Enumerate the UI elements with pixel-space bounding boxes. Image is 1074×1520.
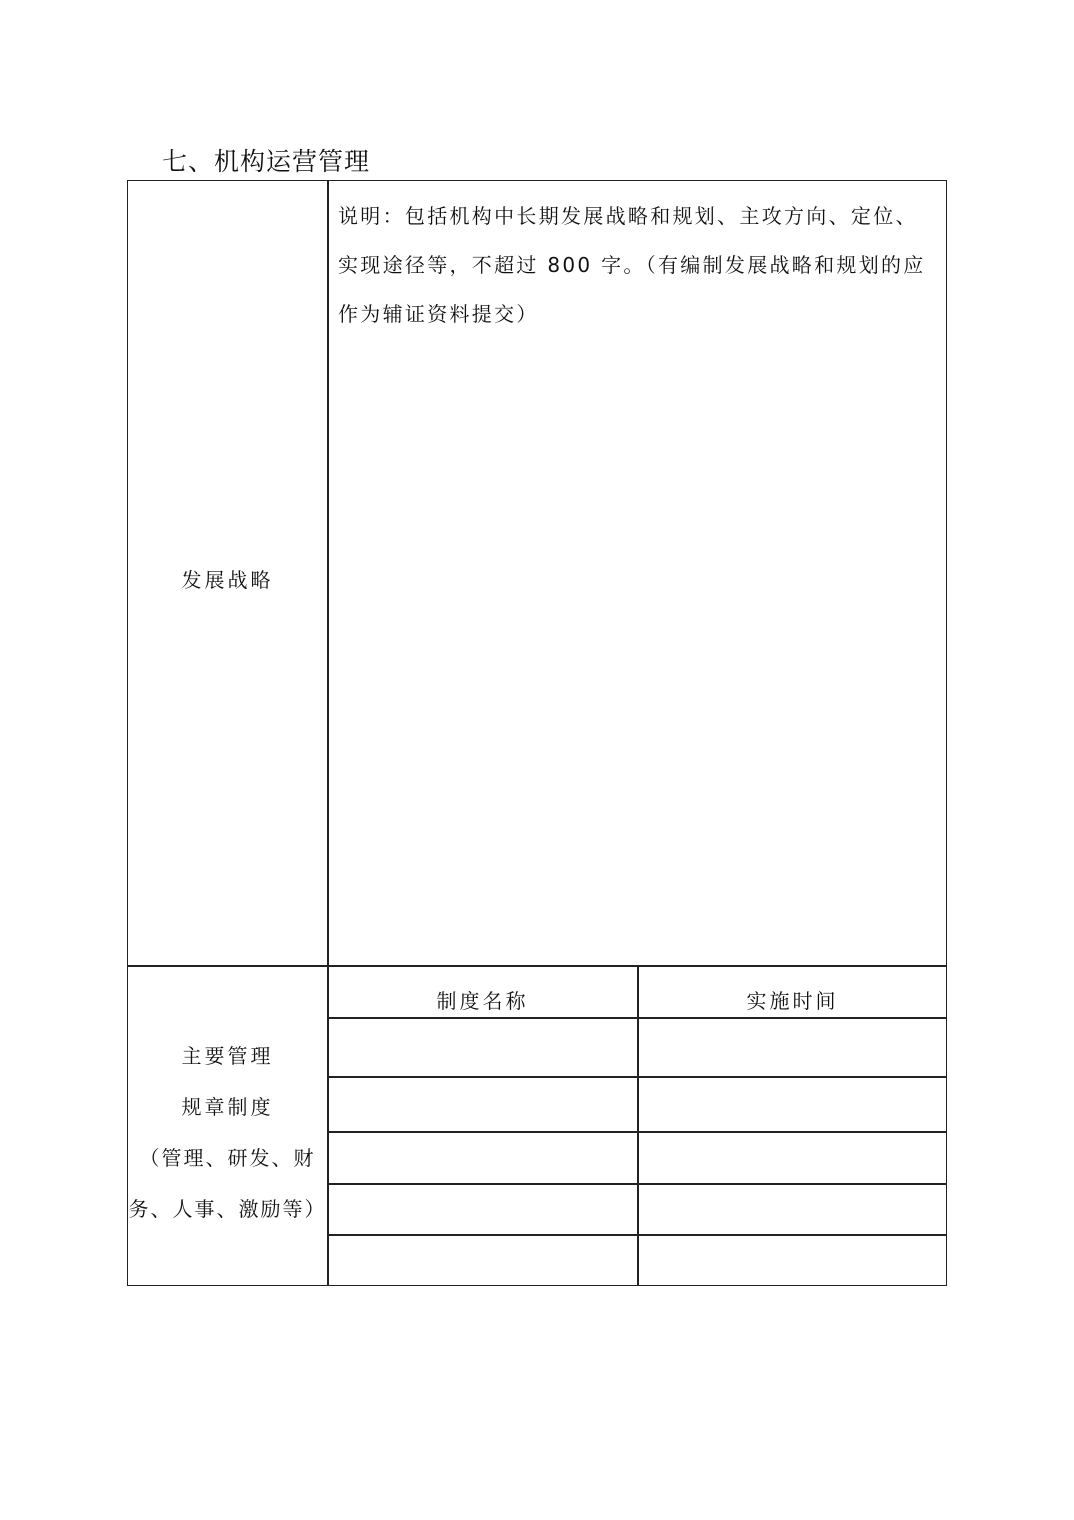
- rules-label-line: （管理、研发、财: [139, 1146, 316, 1170]
- rules-label-line: 务、人事、激励等）: [128, 1197, 327, 1221]
- strategy-description: 说明：包括机构中长期发展战略和规划、主攻方向、定位、实现途径等，不超过 800 字。（有编制发展战略和规划的应作为辅证资料提交）: [338, 204, 926, 326]
- table-cell-implementation-time[interactable]: [639, 1078, 946, 1130]
- rules-label-line: 主要管理: [181, 1044, 274, 1068]
- table-cell-rule-name[interactable]: [329, 1185, 636, 1233]
- table-cell-rule-name[interactable]: [329, 1019, 636, 1075]
- table-cell-rule-name[interactable]: [329, 1078, 636, 1130]
- section-title: 七、机构运营管理: [162, 147, 371, 176]
- section-divider: [127, 965, 947, 967]
- table-cell-implementation-time[interactable]: [639, 1236, 946, 1284]
- table-cell-implementation-time[interactable]: [639, 1019, 946, 1075]
- rules-label-line: 规章制度: [181, 1095, 274, 1119]
- strategy-label: 发展战略: [181, 568, 274, 592]
- table-cell-implementation-time[interactable]: [639, 1185, 946, 1233]
- column-header-implementation-time: 实施时间: [746, 989, 839, 1013]
- rules-label: [128, 1031, 327, 1235]
- column-header-rule-name: 制度名称: [436, 989, 529, 1013]
- table-cell-rule-name[interactable]: [329, 1236, 636, 1284]
- table-cell-implementation-time[interactable]: [639, 1133, 946, 1182]
- table-cell-rule-name[interactable]: [329, 1133, 636, 1182]
- strategy-content-area[interactable]: [329, 340, 946, 964]
